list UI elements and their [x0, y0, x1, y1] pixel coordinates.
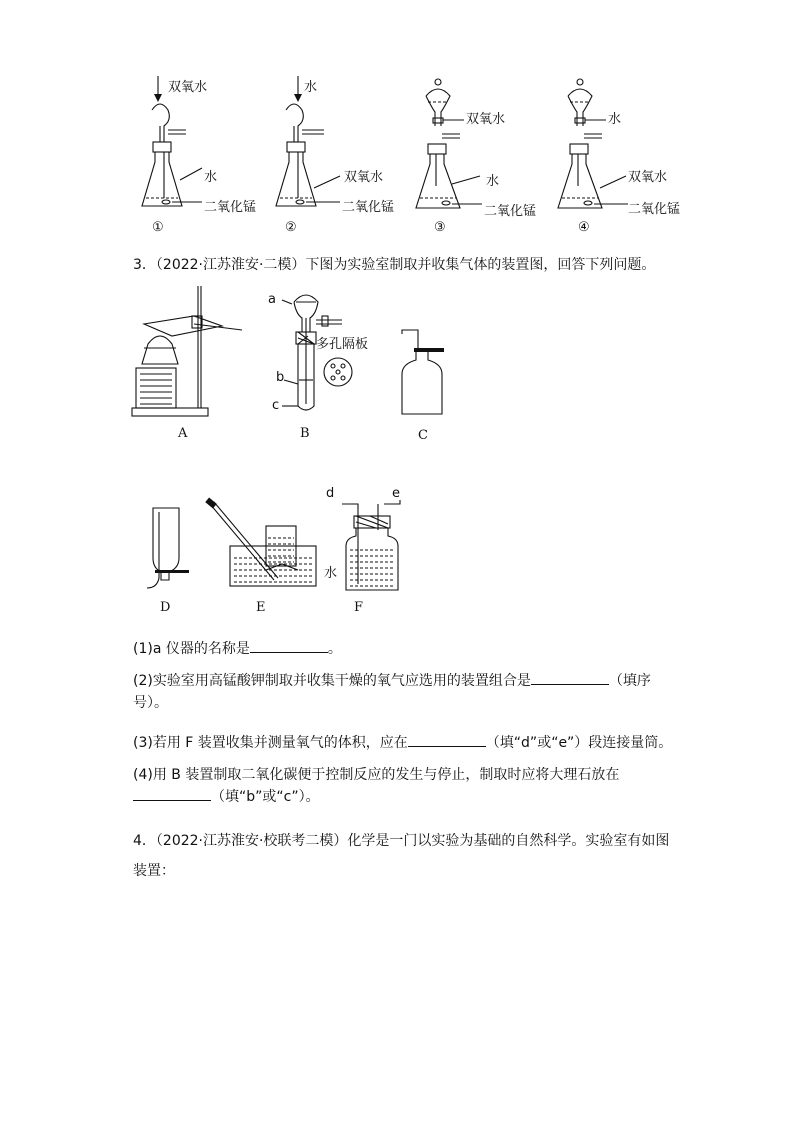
answer-blank-1[interactable]: [250, 638, 328, 653]
question-4-stem: 4．（2022·江苏淮安·校联考二模）化学是一门以实验为基础的自然科学。实验室有如图装置：: [133, 833, 670, 879]
flask-4-top-label: 水: [608, 112, 622, 127]
apparatus-f-drawing: [336, 496, 406, 592]
sub-question-3-end: （填“d”或“e”）段连接量筒。: [485, 735, 673, 751]
sub-question-2-end: （填序号）。: [133, 673, 651, 711]
sub-question-2-text: (2)实验室用高锰酸钾制取并收集干燥的氧气应选用的装置组合是: [133, 673, 531, 689]
flask-3-top-label: 双氧水: [466, 112, 506, 127]
apparatus-e-drawing: [204, 498, 324, 592]
apparatus-b-drawing: [282, 290, 372, 415]
answer-blank-3[interactable]: [408, 732, 486, 747]
label-e: e: [392, 486, 400, 501]
apparatus-d-drawing: [145, 502, 195, 594]
flask-2-label-2: 二氧化锰: [342, 200, 395, 215]
flask-1-top-label: 双氧水: [168, 80, 208, 95]
answer-blank-2[interactable]: [531, 670, 609, 685]
flask-3-label-2: 二氧化锰: [484, 204, 537, 219]
flask-4-caption: ④: [578, 220, 590, 235]
label-b: b: [276, 370, 285, 385]
apparatus-c-label: C: [418, 428, 428, 443]
flask-1-label-2: 二氧化锰: [204, 200, 257, 215]
flask-2-top-label: 水: [304, 80, 318, 95]
flask-4-label-2: 二氧化锰: [628, 202, 681, 217]
sub-question-1-end: 。: [327, 641, 342, 657]
sub-question-1-text: (1)a 仪器的名称是: [133, 641, 250, 657]
flask-4-label-1: 双氧水: [628, 170, 668, 185]
apparatus-b-label: B: [300, 426, 310, 441]
label-d: d: [326, 486, 335, 501]
apparatus-a-drawing: [130, 284, 250, 419]
sub-question-4-text: (4)用 B 装置制取二氧化碳便于控制反应的发生与停止，制取时应将大理石放在: [133, 767, 620, 783]
answer-blank-4[interactable]: [133, 786, 211, 801]
flask-2-label-1: 双氧水: [344, 170, 384, 185]
label-c: c: [272, 398, 280, 413]
water-label: 水: [324, 566, 338, 581]
question-3-stem: 3．（2022·江苏淮安·二模）下图为实验室制取并收集气体的装置图，回答下列问题。: [133, 257, 656, 273]
sub-question-1: [133, 638, 673, 660]
flask-1-caption: ①: [152, 220, 164, 235]
flask-4-drawing: [554, 76, 634, 216]
label-a: a: [268, 292, 276, 307]
sub-question-4: [133, 764, 673, 808]
flask-3-label-1: 水: [486, 174, 500, 189]
sub-question-2: [133, 670, 673, 714]
apparatus-a-label: A: [178, 426, 188, 441]
flask-1-label-1: 水: [204, 170, 218, 185]
apparatus-e-label: E: [256, 600, 266, 615]
apparatus-c-drawing: [398, 330, 448, 420]
sub-question-3: [133, 732, 673, 754]
sub-question-4-end: （填“b”或“c”）。: [211, 789, 320, 805]
sub-question-3-text: (3)若用 F 装置收集并测量氧气的体积，应在: [133, 735, 408, 751]
flask-3-drawing: [412, 76, 492, 216]
apparatus-f-label: F: [354, 600, 364, 615]
flask-2-caption: ②: [285, 220, 297, 235]
porous-plate-label: 多孔隔板: [316, 337, 369, 352]
flask-3-caption: ③: [434, 220, 446, 235]
apparatus-d-label: D: [160, 600, 171, 615]
